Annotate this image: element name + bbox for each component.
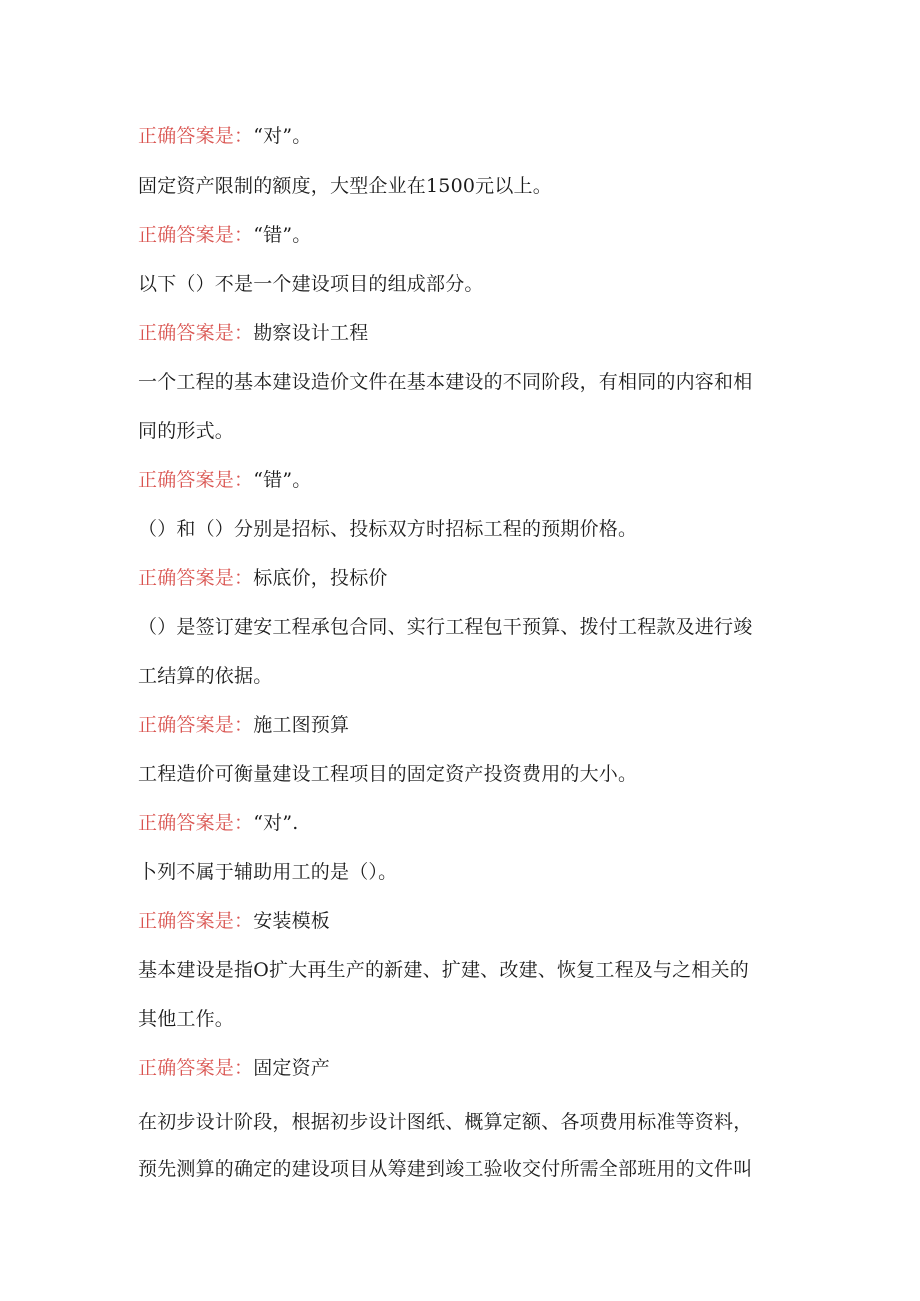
- answer-line: [138, 223, 788, 247]
- answer-label: 正确答案是：: [138, 812, 254, 834]
- answer-value: 安装模板: [253, 910, 331, 932]
- answer-line: [138, 321, 788, 345]
- answer-label: 正确答案是：: [138, 469, 254, 491]
- question-line: （）是签订建安工程承包合同、实行工程包干预算、拨付工程款及进行竣: [138, 616, 753, 638]
- answer-label: 正确答案是：: [138, 910, 254, 932]
- question-line: 固定资产限制的额度，大型企业在1500元以上。: [138, 175, 552, 197]
- answer-label: 正确答案是：: [138, 567, 254, 589]
- answer-value: 固定资产: [253, 1057, 331, 1079]
- question-line: 一个工程的基本建设造价文件在基本建设的不同阶段，有相同的内容和相: [138, 371, 753, 393]
- question-line: 工程造价可衡量建设工程项目的固定资产投资费用的大小。: [138, 763, 638, 785]
- question-line: 预先测算的确定的建设项目从筹建到竣工验收交付所需全部班用的文件叫: [138, 1158, 753, 1180]
- question-line: 其他工作。: [138, 1008, 235, 1030]
- question-line: （）和（）分别是招标、投标双方时招标工程的预期价格。: [138, 518, 638, 540]
- answer-value: “对”.: [253, 812, 299, 834]
- answer-line: [138, 566, 788, 590]
- question-line: 工结算的依据。: [138, 665, 273, 687]
- question-line: 基本建设是指O扩大再生产的新建、扩建、改建、恢复工程及与之相关的: [138, 959, 749, 981]
- answer-label: 正确答案是：: [138, 714, 254, 736]
- answer-line: [138, 1056, 788, 1080]
- answer-label: 正确答案是：: [138, 125, 254, 147]
- answer-value: 施工图预算: [253, 714, 350, 736]
- answer-line: [138, 909, 788, 933]
- answer-line: [138, 713, 788, 737]
- question-line: 卜列不属于辅助用工的是（）。: [138, 861, 398, 883]
- answer-value: “错”。: [253, 224, 312, 246]
- question-line: 同的形式。: [138, 420, 235, 442]
- answer-value: “对”。: [253, 125, 312, 147]
- answer-label: 正确答案是：: [138, 1057, 254, 1079]
- answer-line: [138, 124, 788, 148]
- question-line: 以下（）不是一个建设项目的组成部分。: [138, 273, 484, 295]
- answer-value: 标底价，投标价: [253, 567, 388, 589]
- answer-value: 勘察设计工程: [253, 322, 369, 344]
- answer-line: [138, 811, 788, 835]
- question-line: 在初步设计阶段，根据初步设计图纸、概算定额、各项费用标准等资料，: [138, 1111, 753, 1133]
- answer-label: 正确答案是：: [138, 224, 254, 246]
- answer-value: “错”。: [253, 469, 312, 491]
- answer-label: 正确答案是：: [138, 322, 254, 344]
- answer-line: [138, 468, 788, 492]
